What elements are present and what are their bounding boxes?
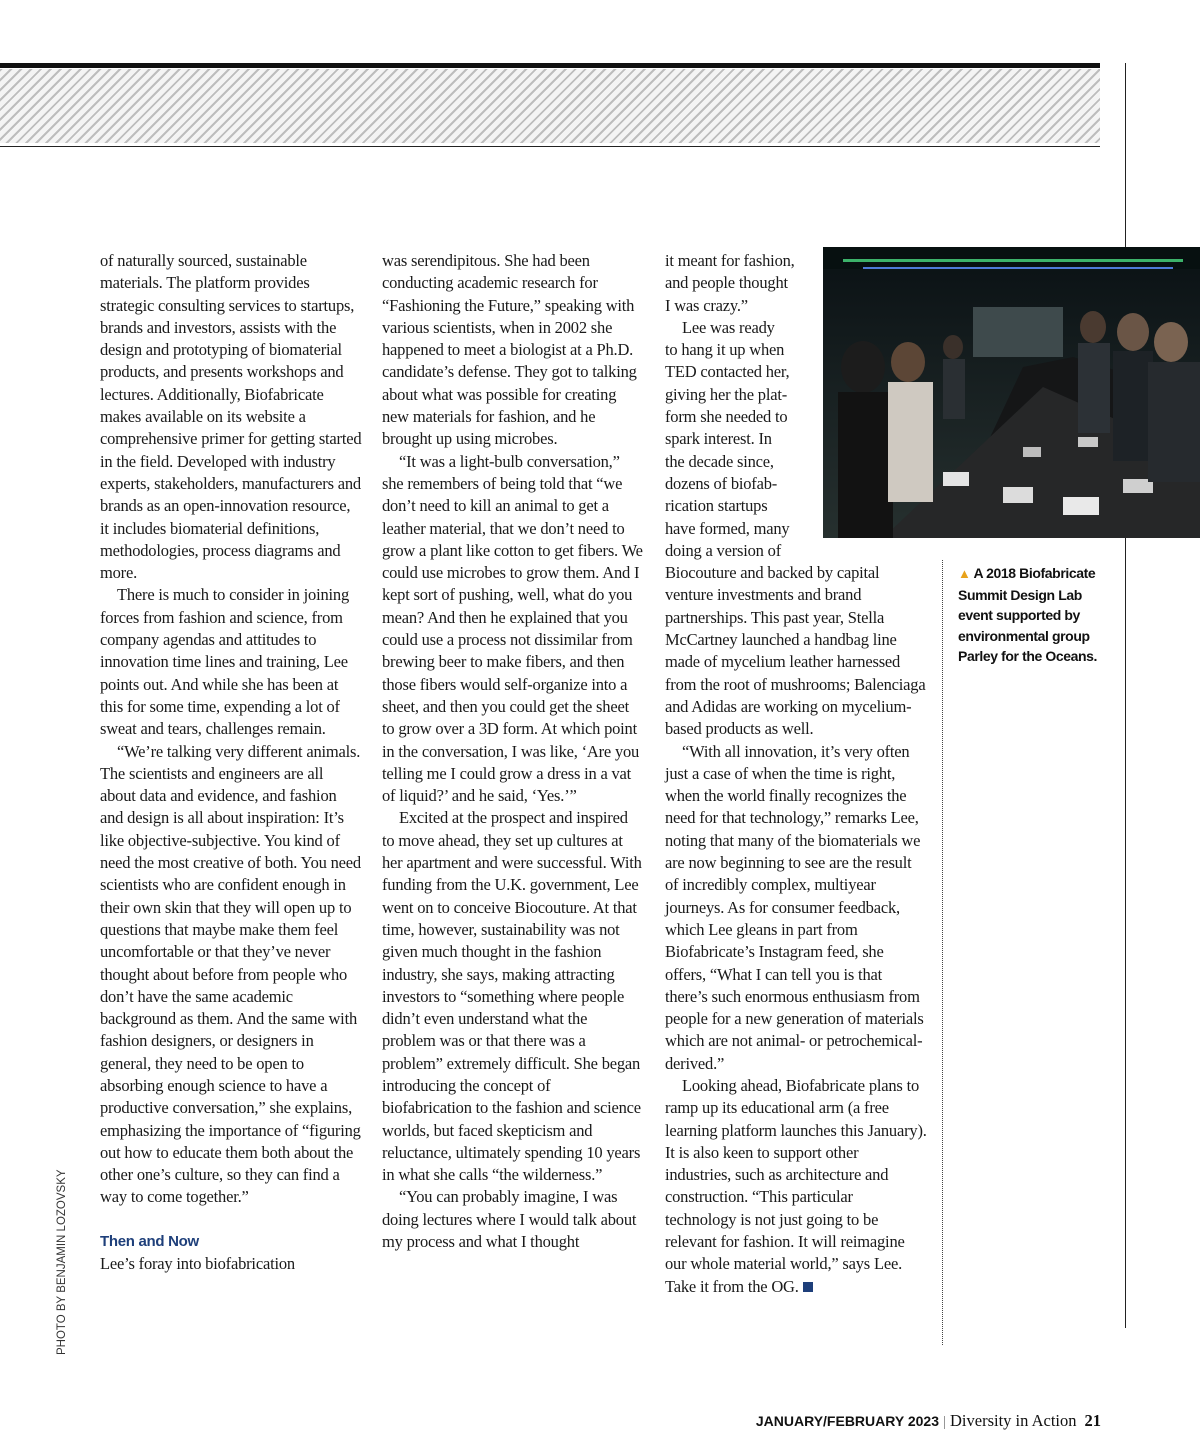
photo-credit: PHOTO BY BENJAMIN LOZOVSKY xyxy=(56,1169,68,1355)
body-paragraph: “We’re talking very different animals. The scientists and engineers are all about data and evidence, and fashion and design is all about inspiration: It’s like objective-subjective. You kind of need the most creative of both. You need scientists who are confident enough in their own skin that they will open up to questions that maybe make them feel uncomfortable or that they’ve never thought about before from people who don’t have the same academic background as them. And the same with fashion designers, or designers in general, they need to be open to absorbing enough science to have a productive conversation,” she explains, emphasizing the importance of “figuring out how to educate them both about the other one’s culture, so they can find a way to come together.” xyxy=(100,741,361,1207)
body-paragraph: “You can probably imagine, I was doing lectures where I would talk about my process and what I thought xyxy=(382,1187,637,1252)
text-line: dozens of biofab- xyxy=(665,473,778,493)
text-line: I was crazy.” xyxy=(665,295,748,315)
text-line: giving her the plat- xyxy=(665,384,788,404)
top-rule xyxy=(0,63,1100,68)
body-paragraph: Excited at the prospect and inspired to move ahead, they set up cultures at her apartment and were successful. With funding from the U.K. government, Lee went on to conceive Biocouture. At that time, however, sustainability was not given much thought in the fashion industry, she says, making attracting investors to “something where people didn’t even understand what the problem was or that there was a problem” extremely difficult. She began introducing the concept of biofabrication to the fashion and science worlds, but faced skepticism and reluctance, ultimately spending 10 years in what she calls “the wilderness.” xyxy=(382,808,642,1185)
text-line: doing a version of xyxy=(665,540,782,560)
page-number: 21 xyxy=(1084,1411,1101,1430)
footer-separator: | xyxy=(942,1414,946,1430)
text-line: TED contacted her, xyxy=(665,362,790,382)
caption-dotted-divider xyxy=(942,560,943,1345)
article-column-3 xyxy=(665,250,927,1298)
text-line: spark interest. In xyxy=(665,429,772,449)
end-mark-icon xyxy=(803,1282,813,1292)
text-line: Lee was ready xyxy=(682,317,775,337)
hatched-header-band xyxy=(0,69,1100,143)
text-line: it meant for fashion, xyxy=(665,251,795,270)
photo-caption xyxy=(958,563,1118,667)
caption-text: A 2018 Biofabricate Summit Design Lab event supported by environmental group Parley for the Oceans. xyxy=(958,565,1098,664)
magazine-name: Diversity in Action xyxy=(950,1411,1077,1430)
triangle-up-icon: ▲ xyxy=(958,566,971,581)
body-paragraph: “With all innovation, it’s very often just a case of when the time is right, when the world finally recognizes the need for that technology,” remarks Lee, noting that many of the biomaterials we are now beginning to see are the result of incredibly complex, multiyear journeys. As for consumer feedback, which Lee gleans in part from Biofabricate’s Instagram feed, she offers, “What I can tell you is that there’s such enormous enthusiasm from people for a new generation of materials which are not animal- or petrochemical-derived.” xyxy=(665,741,924,1073)
text-line: to hang it up when xyxy=(665,340,785,360)
body-paragraph: “It was a light-bulb conversation,” she remembers of being told that “we don’t need to kill an animal to get a leather material, that we don’t need to grow a plant like cotton to get fibers. We could use microbes to grow them. And I kept sort of pushing, well, what do you mean? And then he explained that you could use a process not dissimilar from brewing beer to make fibers, and then those fibers would self-organize into a sheet, and then you could get the sheet to grow over a 3D form. At which point in the conversation, I was like, ‘Are you telling me I could grow a dress in a vat of liquid?’ and he said, ‘Yes.’” xyxy=(382,451,643,806)
text-line: and people thought xyxy=(665,273,788,293)
text-line: have formed, many xyxy=(665,518,790,538)
section-subhead: Then and Now xyxy=(100,1232,199,1250)
body-paragraph: Biocouture and backed by capital venture investments and brand partnerships. This past year, Stella McCartney launched a handbag line made of mycelium leather harnessed from the root of mushrooms; Balenciaga and Adidas are working on mycelium-based products as well. xyxy=(665,563,926,739)
body-paragraph xyxy=(665,1075,927,1298)
body-paragraph: Lee’s foray into biofabrication xyxy=(100,1254,295,1274)
body-paragraph: There is much to consider in joining forces from fashion and science, from company agendas and attitudes to innovation time lines and training, Lee points out. And while she has been at this for some time, expending a lot of sweat and tears, challenges remain. xyxy=(100,585,350,739)
text-line: form she needed to xyxy=(665,407,788,427)
text-line: the decade since, xyxy=(665,451,774,471)
narrow-text-block xyxy=(665,250,810,562)
final-paragraph-text: Looking ahead, Biofabricate plans to ramp up its educational arm (a free learning platform launches this January). It is also keen to support other industries, such as architecture and construction. “This particular technology is not just going to be relevant for fashion. It will reimagine our whole material world,” says Lee. Take it from the OG. xyxy=(665,1075,927,1296)
article-column-2 xyxy=(382,250,644,1253)
body-paragraph: of naturally sourced, sustainable materials. The platform provides strategic consulting services to startups, brands and investors, assists with the design and prototyping of biomaterial products, and presents workshops and lectures. Additionally, Biofabricate makes available on its website a comprehensive primer for getting started in the field. Developed with industry experts, stakeholders, manufacturers and brands as an open-innovation resource, it includes biomaterial definitions, methodologies, process diagrams and more. xyxy=(100,251,362,583)
text-line: rication startups xyxy=(665,496,768,516)
body-paragraph: was serendipitous. She had been conducting academic research for “Fashioning the Future,” speaking with various scientists, when in 2002 she happened to meet a biologist at a Ph.D. candidate’s defense. They got to talking about what was possible for creating new materials for fashion, and he brought up using microbes. xyxy=(382,251,637,449)
page-footer xyxy=(756,1411,1101,1431)
header-bottom-rule xyxy=(0,146,1100,147)
article-column-1 xyxy=(100,250,362,1275)
issue-date: JANUARY/FEBRUARY 2023 xyxy=(755,1413,939,1429)
